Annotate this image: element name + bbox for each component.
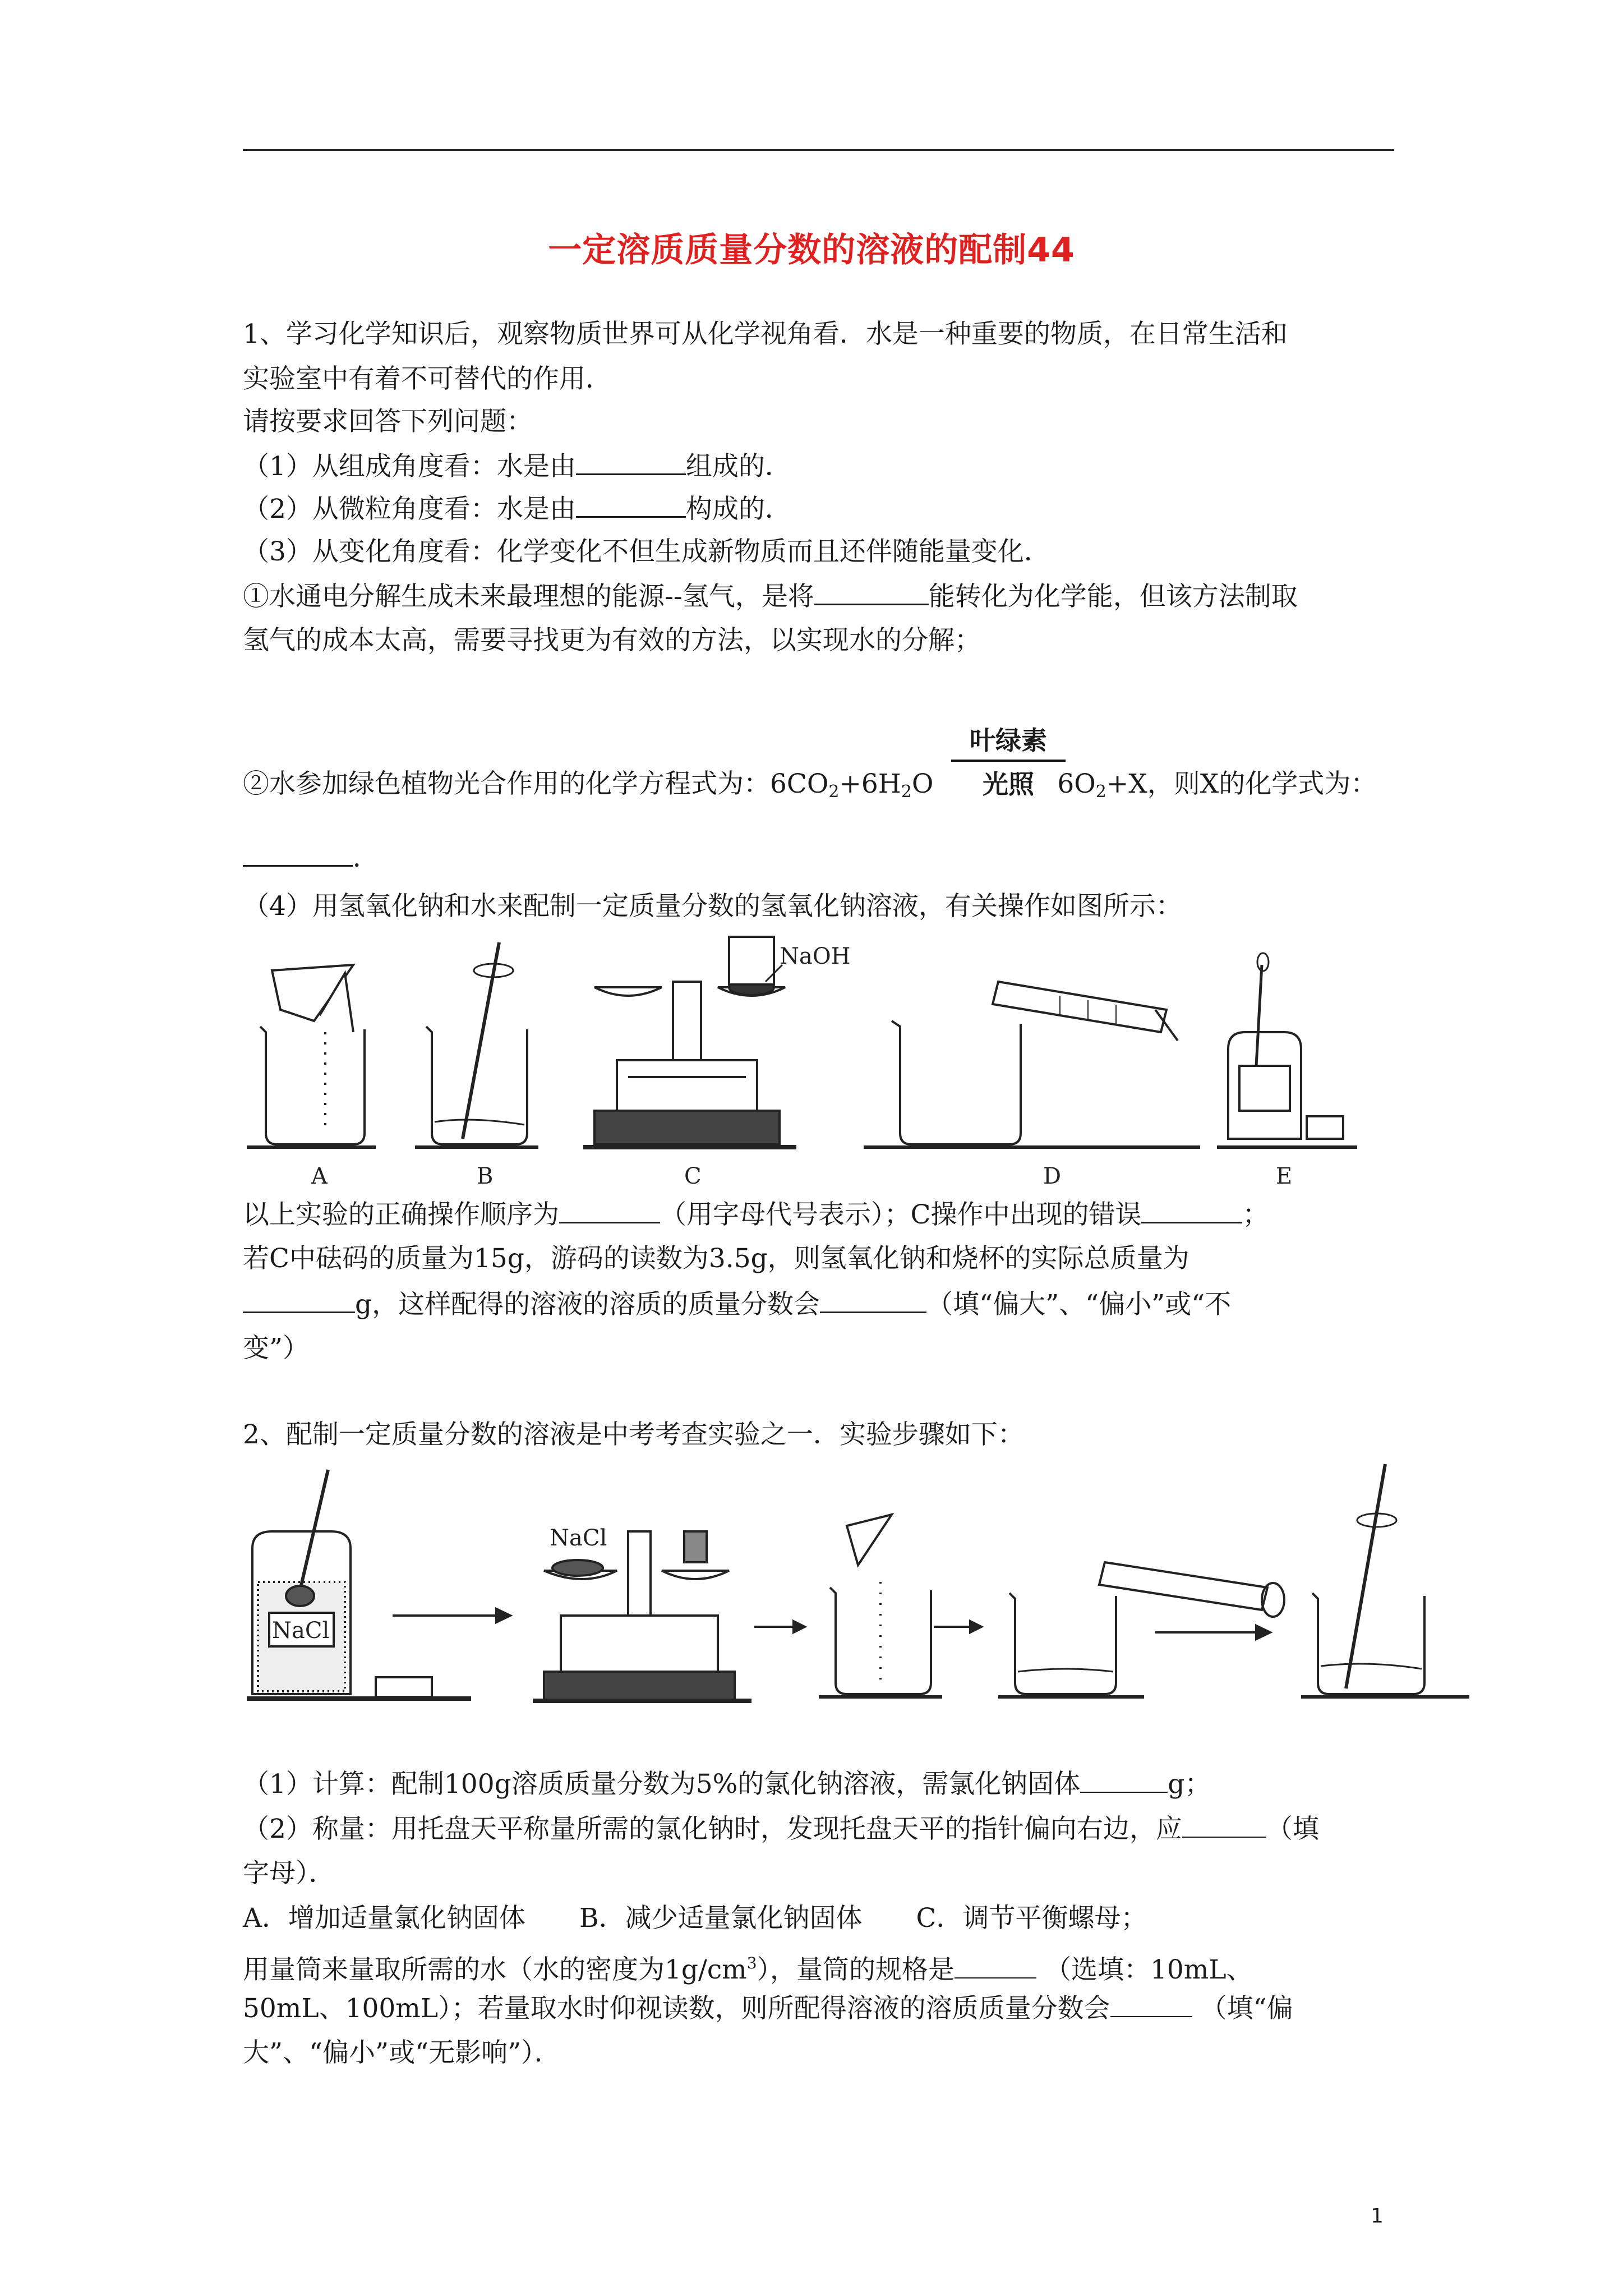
option-b: B．减少适量氯化钠固体 (579, 1903, 863, 1934)
subscript: 2 (1095, 782, 1106, 802)
naoh-label: NaOH (780, 944, 851, 969)
q1-answer-line3 (243, 1287, 1231, 1322)
subscript: 2 (901, 782, 912, 802)
q2-step1 (243, 1767, 1211, 1801)
option-a: A．增加适量氯化钠固体 (243, 1903, 525, 1934)
q2-options (243, 1902, 1147, 1935)
text: 50mL、100mL）；若量取水时仰视读数，则所配得溶液的溶质质量分数会 (243, 1993, 1110, 2024)
equation-text-a: ②水参加绿色植物光合作用的化学方程式为：6CO (243, 769, 829, 799)
q1-part4: （4）用氢氧化钠和水来配制一定质量分数的氢氧化钠溶液，有关操作如图所示： (243, 891, 1182, 922)
equation-text-b: +6H (839, 769, 901, 799)
answer-blank[interactable] (576, 449, 686, 475)
q1-prompt: 请按要求回答下列问题： (243, 406, 533, 437)
q1-part1-text-a: （1）从组成角度看：水是由 (243, 451, 576, 482)
superscript: 3 (746, 1954, 757, 1972)
nacl-jar-label: NaCl (272, 1618, 330, 1644)
q1-intro-line2: 实验室中有着不可替代的作用． (243, 364, 612, 394)
balance-c-icon (583, 937, 796, 1147)
text: （1）计算：配制100g溶质质量分数为5%的氯化钠溶液，需氯化钠固体 (243, 1769, 1081, 1800)
q1-part3: （3）从变化角度看：化学变化不但生成新物质而且还伴随能量变化． (243, 536, 1050, 567)
equation-text-c: O (911, 769, 934, 799)
text: （选填：10mL、 (1036, 1954, 1253, 1985)
answer-blank[interactable] (559, 1197, 660, 1223)
q1-part1 (243, 449, 791, 484)
arrow-icon (1155, 1626, 1270, 1639)
answer-blank[interactable] (243, 840, 353, 867)
nacl-jar-icon (247, 1470, 471, 1699)
figure-label-a: A (311, 1163, 328, 1189)
answer-blank[interactable] (814, 579, 929, 605)
beaker-a-icon (247, 965, 376, 1147)
q1-answer-line1 (243, 1197, 1269, 1232)
q1-answer-line4: 变”） (243, 1333, 310, 1364)
text: g； (1168, 1769, 1211, 1800)
figure-label-b: B (477, 1163, 494, 1189)
beaker-with-paper-icon (819, 1515, 942, 1697)
q1-circle1 (243, 579, 1298, 614)
q2-step2-line2: 字母）． (243, 1858, 335, 1889)
answer-blank[interactable] (1141, 1197, 1242, 1223)
answer-blank[interactable] (1080, 1767, 1168, 1793)
figure-label-d: D (1043, 1163, 1062, 1189)
reagent-bottle-e-icon (1217, 953, 1357, 1147)
subscript: 2 (828, 782, 840, 802)
cylinder-pour-icon (998, 1562, 1284, 1697)
text: ； (1242, 1199, 1269, 1230)
page-number: 1 (1371, 2205, 1384, 2228)
q1-circle1-text-b: 能转化为化学能，但该方法制取 (928, 581, 1298, 612)
q1-circle2-answer (243, 840, 379, 875)
q2-step2 (243, 1812, 1319, 1846)
condition-label: 光照 (983, 769, 1034, 799)
figure-1-naoh-operations (247, 931, 1402, 1195)
q1-part2 (243, 491, 791, 526)
arrow-icon (934, 1621, 981, 1632)
figure-label-c: C (684, 1163, 702, 1189)
catalyst-label: 叶绿素 (970, 725, 1047, 756)
q1-part2-text-b: 构成的． (685, 494, 791, 524)
q2-intro: 2、配制一定质量分数的溶液是中考考查实验之一．实验步骤如下： (243, 1419, 1024, 1450)
cylinder-d-icon (864, 982, 1200, 1147)
q1-answer-line2: 若C中砝码的质量为15g，游码的读数为3.5g，则氢氧化钠和烧杯的实际总质量为 (243, 1243, 1189, 1274)
q1-circle1-text-a: ①水通电分解生成未来最理想的能源--氢气，是将 (243, 581, 814, 612)
reaction-arrow-bar (951, 760, 1066, 762)
text: （填 (1266, 1814, 1319, 1844)
equation-text-e: +X，则X的化学式为： (1106, 769, 1377, 799)
text: ），量筒的规格是 (757, 1954, 955, 1985)
nacl-pan-label: NaCl (550, 1525, 607, 1551)
answer-blank[interactable] (955, 1953, 1036, 1978)
q2-step4-line2: 大”、“偏小”或“无影响”）． (243, 2037, 561, 2068)
option-c: C．调节平衡螺母； (916, 1903, 1147, 1934)
text: g，这样配得的溶液的溶质的质量分数会 (355, 1289, 820, 1320)
arrow-icon (393, 1609, 510, 1622)
figure-label-e: E (1276, 1163, 1293, 1189)
beaker-stir-icon (1301, 1464, 1469, 1697)
figure-2-nacl-steps (247, 1458, 1497, 1711)
answer-blank[interactable] (1182, 1812, 1266, 1838)
answer-blank[interactable] (576, 491, 686, 518)
q1-circle2 (243, 767, 1377, 809)
q2-step3 (243, 1947, 1253, 1987)
answer-blank[interactable] (243, 1287, 355, 1313)
q1-intro-line1: 1、学习化学知识后，观察物质世界可从化学视角看．水是一种重要的物质，在日常生活和 (243, 319, 1288, 349)
header-rule (243, 149, 1394, 151)
text: （用字母代号表示）；C操作中出现的错误 (660, 1199, 1142, 1230)
beaker-b-icon (415, 942, 538, 1147)
balance-icon (533, 1531, 751, 1701)
q1-part2-text-a: （2）从微粒角度看：水是由 (243, 494, 576, 524)
equation-text-d: 6O (1049, 769, 1096, 799)
answer-blank[interactable] (1110, 1991, 1192, 2017)
answer-blank[interactable] (820, 1287, 926, 1313)
text: （填“偏大”、“偏小”或“不 (926, 1289, 1232, 1320)
text: 以上实验的正确操作顺序为 (243, 1199, 559, 1230)
arrow-icon (754, 1621, 805, 1632)
period: ． (353, 843, 379, 873)
q1-part1-text-b: 组成的． (685, 451, 791, 482)
text: 用量筒来量取所需的水（水的密度为1g/cm (243, 1954, 747, 1985)
text: （填“偏 (1192, 1993, 1293, 2024)
q1-circle1-line2: 氢气的成本太高，需要寻找更为有效的方法，以实现水的分解； (243, 625, 981, 656)
q2-step4 (243, 1991, 1293, 2026)
text: （2）称量：用托盘天平称量所需的氯化钠时，发现托盘天平的指针偏向右边，应 (243, 1814, 1182, 1844)
page-title: 一定溶质质量分数的溶液的配制44 (548, 231, 1075, 270)
